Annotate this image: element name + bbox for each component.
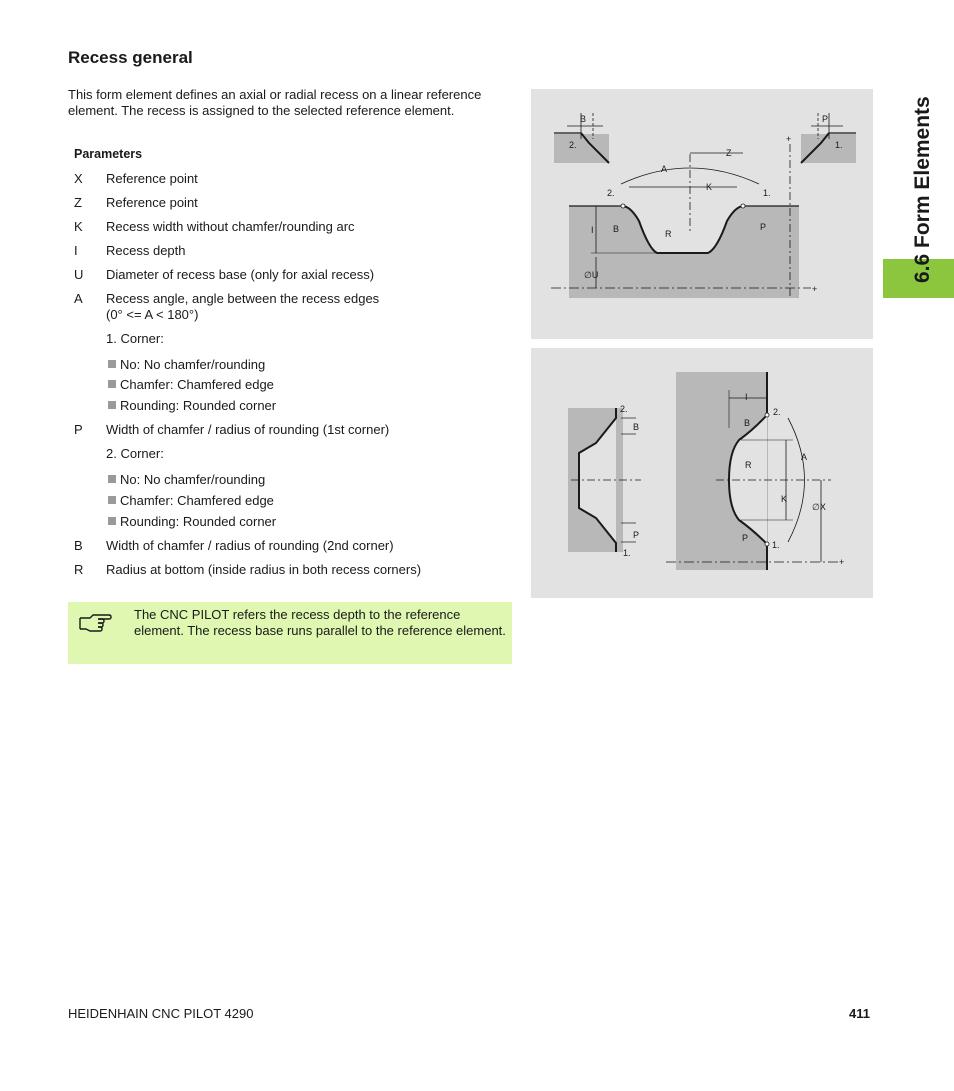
footer-product: HEIDENHAIN CNC PILOT 4290 xyxy=(68,1006,254,1021)
corner2-option-rounding xyxy=(108,514,276,530)
param-desc: Reference point xyxy=(106,195,198,210)
label-k: K xyxy=(706,182,713,192)
bullet-square-icon xyxy=(108,401,116,409)
option-label: Rounding: Rounded corner xyxy=(120,514,277,529)
axial-recess-diagram xyxy=(531,89,873,339)
option-label: Chamfer: Chamfered edge xyxy=(120,377,274,392)
option-label: No: No chamfer/rounding xyxy=(120,472,266,487)
intro-paragraph: This form element defines an axial or radial recess on a linear reference element. The recess is assigned to the selected reference element. xyxy=(68,87,482,118)
parameters-title: Parameters xyxy=(74,147,143,161)
label-a: A xyxy=(661,164,668,174)
label-k: K xyxy=(781,494,788,504)
bullet-square-icon xyxy=(108,517,116,525)
label-corner2: 2. xyxy=(569,140,577,150)
param-desc: Recess angle, angle between the recess edges xyxy=(106,291,380,306)
corner2-label: 2. Corner: xyxy=(106,446,164,461)
corner1-option-no xyxy=(108,357,265,373)
param-key: X xyxy=(74,171,83,186)
option-label: Rounding: Rounded corner xyxy=(120,398,277,413)
param-key: I xyxy=(74,243,78,258)
label-corner1-main: 1. xyxy=(772,540,780,550)
section-heading: Recess general xyxy=(68,48,193,67)
param-desc: Recess width without chamfer/rounding arc xyxy=(106,219,355,234)
param-desc: Radius at bottom (inside radius in both recess corners) xyxy=(106,562,422,577)
label-z: Z xyxy=(726,148,732,158)
bullet-square-icon xyxy=(108,496,116,504)
label-i: I xyxy=(591,225,594,235)
inset-corner1-fill xyxy=(801,134,856,163)
label-p-inset: P xyxy=(633,530,640,540)
radial-recess-diagram xyxy=(531,348,873,598)
pointing-hand-icon xyxy=(78,611,112,642)
label-corner1-main: 1. xyxy=(763,188,771,198)
axis-plus-z: + xyxy=(812,284,818,294)
param-key: A xyxy=(74,291,83,306)
label-i: I xyxy=(745,392,748,402)
label-corner1: 1. xyxy=(835,140,843,150)
label-p: P xyxy=(822,114,829,124)
param-key: Z xyxy=(74,195,82,210)
label-corner2-inset: 2. xyxy=(620,404,628,414)
param-key: K xyxy=(74,219,83,234)
label-corner2-main: 2. xyxy=(607,188,615,198)
note-box xyxy=(68,602,512,664)
param-desc-range: (0° <= A < 180°) xyxy=(106,307,199,322)
corner2-option-no xyxy=(108,472,265,488)
param-desc: Recess depth xyxy=(106,243,186,258)
label-r: R xyxy=(745,460,752,470)
corner1-option-chamfer xyxy=(108,377,274,393)
label-p-main: P xyxy=(742,533,749,543)
label-corner2-main: 2. xyxy=(773,407,781,417)
param-key: R xyxy=(74,562,84,577)
label-a: A xyxy=(801,452,808,462)
page-number: 411 xyxy=(849,1006,870,1021)
bullet-square-icon xyxy=(108,380,116,388)
corner2-option-chamfer xyxy=(108,493,274,509)
label-p-main: P xyxy=(760,222,767,232)
note-text: The CNC PILOT refers the recess depth to the reference element. The recess base runs parallel to the reference element. xyxy=(134,607,506,638)
label-corner1-inset: 1. xyxy=(623,548,631,558)
corner1-option-rounding xyxy=(108,398,276,414)
axial-recess-figure xyxy=(531,89,873,339)
option-label: Chamfer: Chamfered edge xyxy=(120,493,274,508)
axis-plus-x: + xyxy=(786,134,792,144)
param-desc: Width of chamfer / radius of rounding (2nd corner) xyxy=(106,538,394,553)
axis-plus: + xyxy=(839,557,845,567)
inset-corner2-fill xyxy=(554,134,609,163)
bullet-square-icon xyxy=(108,475,116,483)
param-key: P xyxy=(74,422,83,437)
label-b-main: B xyxy=(613,224,620,234)
param-key: B xyxy=(74,538,83,553)
chapter-title: 6.6 Form Elements xyxy=(911,96,934,283)
option-label: No: No chamfer/rounding xyxy=(120,357,266,372)
label-b-main: B xyxy=(744,418,751,428)
param-key: U xyxy=(74,267,84,282)
label-b: B xyxy=(580,114,587,124)
label-diameter-u: ∅U xyxy=(584,270,599,280)
param-desc: Width of chamfer / radius of rounding (1st corner) xyxy=(106,422,390,437)
label-b-inset: B xyxy=(633,422,640,432)
corner1-label: 1. Corner: xyxy=(106,331,164,346)
bullet-square-icon xyxy=(108,360,116,368)
param-desc: Reference point xyxy=(106,171,198,186)
radial-recess-figure xyxy=(531,348,873,598)
param-desc: Diameter of recess base (only for axial recess) xyxy=(106,267,375,282)
label-r: R xyxy=(665,229,672,239)
label-diameter-x: ∅X xyxy=(812,502,826,512)
